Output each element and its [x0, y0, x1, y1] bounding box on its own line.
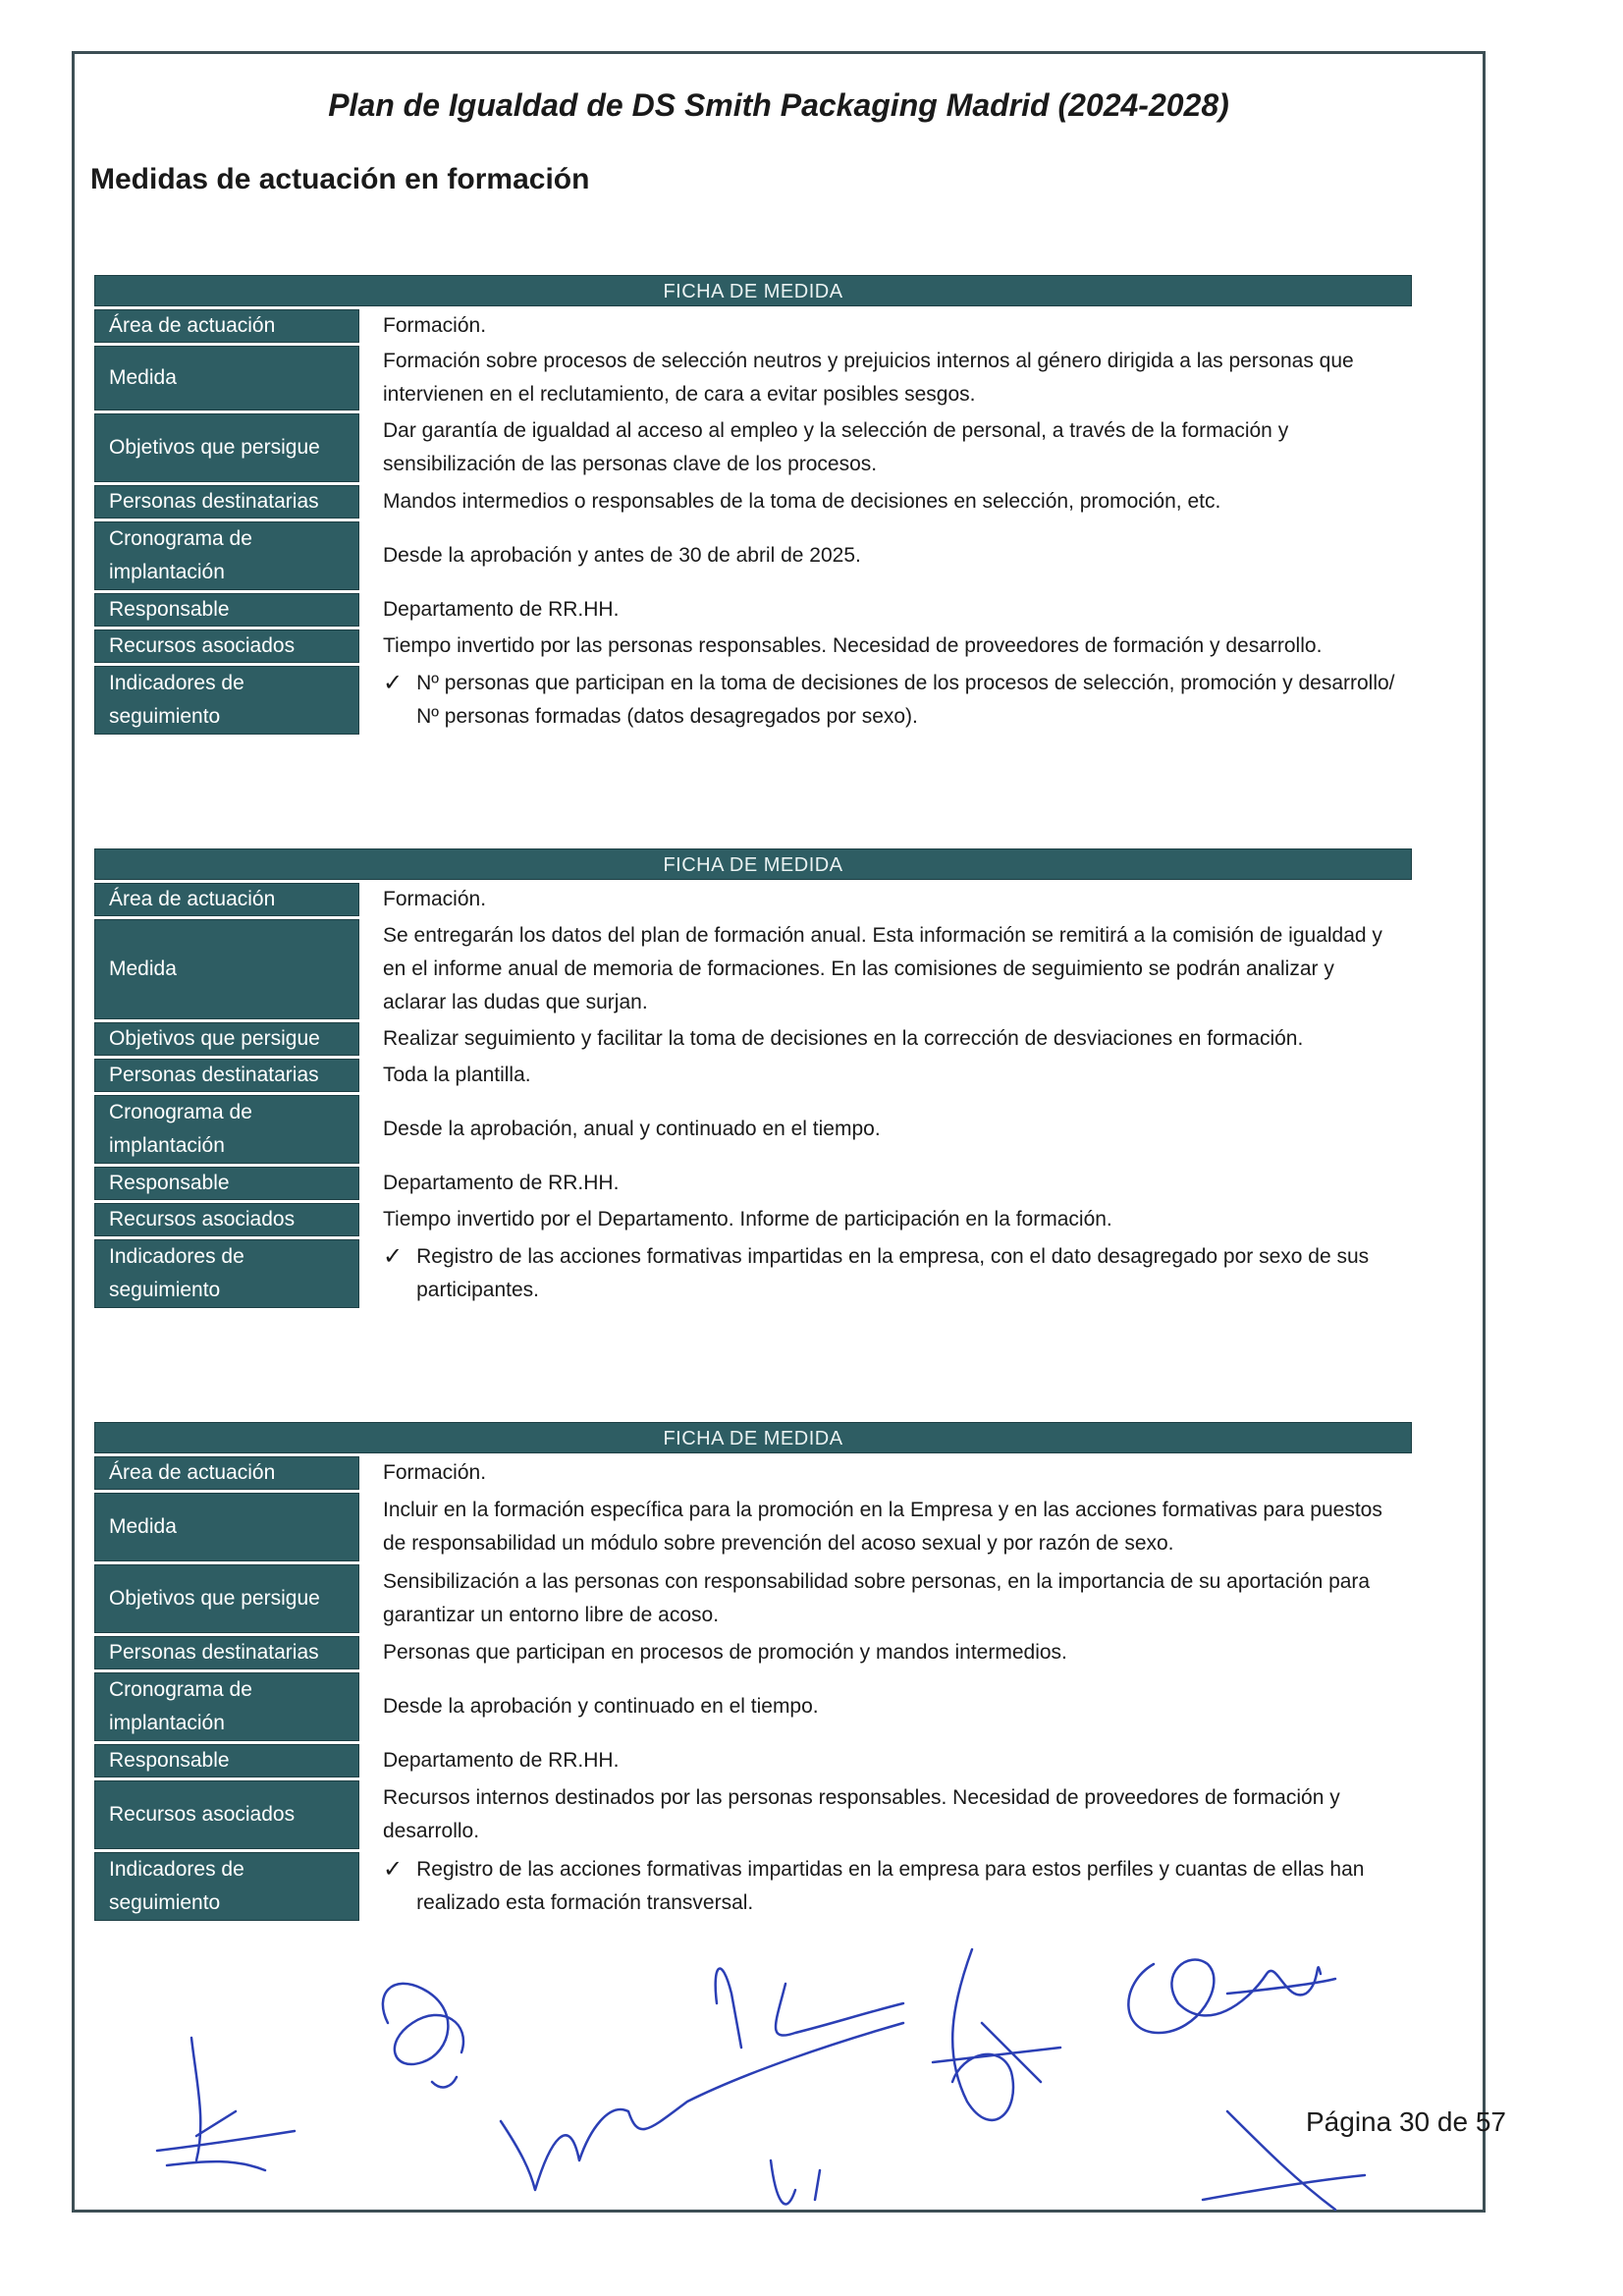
document-header-title: Plan de Igualdad de DS Smith Packaging Madrid (2024-2028) — [328, 87, 1229, 123]
row-cronograma — [94, 1672, 1412, 1741]
row-value: Formación. — [383, 1461, 487, 1484]
row-medida — [94, 919, 1412, 1019]
page-label: Página — [1306, 2106, 1392, 2137]
row-value: Desde la aprobación y continuado en el tiempo. — [383, 1695, 819, 1718]
row-label: Responsable — [94, 1167, 359, 1200]
row-recursos — [94, 629, 1412, 663]
row-value: Recursos internos destinados por las personas responsables. Necesidad de proveedores de formación y desarrollo. — [383, 1786, 1340, 1842]
checkmark-icon: ✓ — [383, 1856, 404, 1883]
row-value: Registro de las acciones formativas impartidas en la empresa para estos perfiles y cuantas de ellas han realizado esta formación transversal. — [416, 1858, 1365, 1914]
row-area — [94, 883, 1412, 916]
row-objetivos — [94, 413, 1412, 482]
row-label: Medida — [94, 1493, 359, 1561]
row-value: Nº personas que participan en la toma de decisiones de los procesos de selección, promoción y desarrollo/ Nº personas formadas (datos desagregados por sexo). — [416, 672, 1395, 728]
row-value: Formación. — [383, 314, 487, 337]
row-cronograma — [94, 1095, 1412, 1164]
measure-card-1 — [94, 275, 1412, 735]
card-header: FICHA DE MEDIDA — [94, 275, 1412, 306]
checkmark-icon: ✓ — [383, 670, 404, 696]
row-label: Medida — [94, 346, 359, 410]
measure-card-2 — [94, 848, 1412, 1308]
of-label: de — [1436, 2106, 1469, 2137]
row-objetivos — [94, 1564, 1412, 1633]
row-responsable — [94, 593, 1412, 627]
page-number-footer — [1306, 2106, 1506, 2138]
row-value: Tiempo invertido por las personas responsables. Necesidad de proveedores de formación y desarrollo. — [383, 634, 1323, 657]
row-value: Toda la plantilla. — [383, 1064, 531, 1086]
row-value: Mandos intermedios o responsables de la toma de decisiones en selección, promoción, etc. — [383, 490, 1221, 513]
row-label: Objetivos que persigue — [94, 413, 359, 482]
row-value: Incluir en la formación específica para la promoción en la Empresa y en las acciones formativas para puestos de responsabilidad un módulo sobre prevención del acoso sexual y por razón de sexo. — [383, 1499, 1382, 1555]
row-label: Personas destinatarias — [94, 1636, 359, 1669]
row-value: Desde la aprobación, anual y continuado en el tiempo. — [383, 1118, 881, 1140]
row-label: Recursos asociados — [94, 1203, 359, 1236]
row-objetivos — [94, 1022, 1412, 1056]
row-label: Recursos asociados — [94, 1780, 359, 1849]
row-indicadores — [94, 1239, 1412, 1308]
row-destinatarias — [94, 1059, 1412, 1092]
total-pages: 57 — [1475, 2106, 1506, 2137]
row-label: Responsable — [94, 593, 359, 627]
row-area — [94, 1456, 1412, 1490]
row-value: Se entregarán los datos del plan de formación anual. Esta información se remitirá a la comisión de igualdad y en el informe anual de memoria de formaciones. En las comisiones de seguimiento se podrán analizar y aclarar las dudas que surjan. — [383, 924, 1382, 1013]
card-header: FICHA DE MEDIDA — [94, 1422, 1412, 1453]
row-value: Tiempo invertido por el Departamento. Informe de participación en la formación. — [383, 1208, 1112, 1230]
row-label: Indicadores de seguimiento — [94, 1852, 359, 1921]
row-value: Dar garantía de igualdad al acceso al empleo y la selección de personal, a través de la formación y sensibilización de las personas clave de los procesos. — [383, 419, 1289, 475]
row-indicadores — [94, 666, 1412, 735]
row-medida — [94, 346, 1412, 410]
row-label: Objetivos que persigue — [94, 1564, 359, 1633]
row-label: Cronograma de implantación — [94, 521, 359, 590]
row-label: Personas destinatarias — [94, 485, 359, 519]
row-label: Área de actuación — [94, 883, 359, 916]
row-value: Departamento de RR.HH. — [383, 1172, 620, 1194]
row-value: Sensibilización a las personas con responsabilidad sobre personas, en la importancia de su aportación para garantizar un entorno libre de acoso. — [383, 1570, 1371, 1626]
row-label: Recursos asociados — [94, 629, 359, 663]
row-label: Cronograma de implantación — [94, 1095, 359, 1164]
row-label: Indicadores de seguimiento — [94, 1239, 359, 1308]
row-area — [94, 309, 1412, 343]
row-label: Área de actuación — [94, 1456, 359, 1490]
row-label: Área de actuación — [94, 309, 359, 343]
card-header: FICHA DE MEDIDA — [94, 848, 1412, 880]
row-label: Objetivos que persigue — [94, 1022, 359, 1056]
row-label: Medida — [94, 919, 359, 1019]
row-destinatarias — [94, 1636, 1412, 1669]
row-value: Personas que participan en procesos de promoción y mandos intermedios. — [383, 1641, 1067, 1664]
row-indicadores — [94, 1852, 1412, 1921]
row-value: Registro de las acciones formativas impartidas en la empresa, con el dato desagregado por sexo de sus participantes. — [416, 1245, 1370, 1301]
row-recursos — [94, 1780, 1412, 1849]
checkmark-icon: ✓ — [383, 1243, 404, 1270]
section-title: Medidas de actuación en formación — [90, 163, 590, 195]
row-responsable — [94, 1167, 1412, 1200]
row-label: Indicadores de seguimiento — [94, 666, 359, 735]
row-value: Desde la aprobación y antes de 30 de abril de 2025. — [383, 544, 861, 567]
row-responsable — [94, 1744, 1412, 1777]
row-recursos — [94, 1203, 1412, 1236]
row-cronograma — [94, 521, 1412, 590]
row-label: Cronograma de implantación — [94, 1672, 359, 1741]
row-label: Responsable — [94, 1744, 359, 1777]
row-value: Formación sobre procesos de selección neutros y prejuicios internos al género dirigida a las personas que intervienen en el reclutamiento, de cara a evitar posibles sesgos. — [383, 350, 1354, 406]
measure-card-3 — [94, 1422, 1412, 1921]
row-value: Departamento de RR.HH. — [383, 598, 620, 621]
row-medida — [94, 1493, 1412, 1561]
row-value: Realizar seguimiento y facilitar la toma de decisiones en la corrección de desviaciones en formación. — [383, 1027, 1304, 1050]
row-value: Departamento de RR.HH. — [383, 1749, 620, 1772]
page-number: 30 — [1398, 2106, 1431, 2137]
row-destinatarias — [94, 485, 1412, 519]
row-label: Personas destinatarias — [94, 1059, 359, 1092]
row-value: Formación. — [383, 888, 487, 910]
